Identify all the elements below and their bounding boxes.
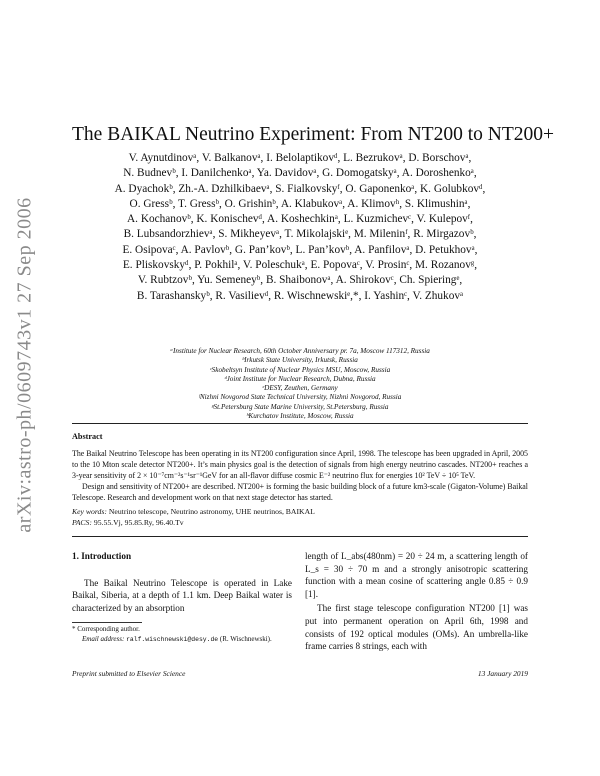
intro-paragraph: The first stage telescope configuration NT200 [1] was put into permanent operation on April 6th, 1998 and consists of 192 optical modules (OMs). An umbrella-like frame carries 8 strings, each with	[305, 603, 528, 652]
affiliation-line: ʰKurchatov Institute, Moscow, Russia	[246, 412, 354, 421]
email-address: ralf.wischnewski@desy.de	[126, 635, 219, 643]
author-line: O. Gressᵇ, T. Gressᵇ, O. Grishinᵇ, A. Klabukovᵃ, A. Klimovʰ, S. Klimushinᵃ,	[129, 197, 471, 210]
affiliation-line: ᵇIrkutsk State University, Irkutsk, Russia	[242, 356, 358, 365]
intro-paragraph: The Baikal Neutrino Telescope is operated in Lake Baikal, Siberia, at a depth of 1.1 km. Deep Baikal water is characterized by an absorption	[72, 577, 292, 613]
email-label: Email address:	[82, 634, 125, 643]
footnote	[72, 625, 292, 644]
affiliation-line: ᶠNizhni Novgorod State Technical University, Nizhni Novgorod, Russia	[198, 393, 402, 402]
affiliation-line: ᵍSt.Petersburg State Marine University, St.Petersburg, Russia	[211, 402, 389, 411]
abstract-body	[72, 448, 528, 503]
right-column	[305, 550, 528, 653]
abstract-heading: Abstract	[72, 432, 103, 441]
author-list	[72, 151, 528, 304]
abstract-paragraph: The Baikal Neutrino Telescope has been operating in its NT200 configuration since April, 1998. The telescope has been upgraded in April, 2005 to the 10 Mton scale detector NT200+. It’s main physics goal is the detection of signals from high energy neutrino cascades. NT200+ reaches a 3-year sensitivity of 2 × 10⁻⁷cm⁻²s⁻¹sr⁻¹GeV for an all-flavor diffuse cosmic E⁻² neutrino flux for energies 10² TeV ÷ 10⁵ TeV.	[72, 449, 528, 480]
section-heading: 1. Introduction	[72, 551, 132, 561]
pacs-text: 95.55.Vj, 95.85.Ry, 96.40.Tv	[91, 518, 184, 527]
affiliation-line: ᵃInstitute for Nuclear Research, 60th October Anniversary pr. 7a, Moscow 117312, Russia	[170, 347, 430, 355]
abstract-bottom-rule	[72, 536, 528, 537]
keywords-block	[72, 506, 528, 528]
abstract-top-rule	[72, 423, 528, 424]
author-line: E. Pliskovskyᵈ, P. Pokhilᵃ, V. Poleschukᵃ, E. Popovaᶜ, V. Prosinᶜ, M. Rozanovᵍ,	[122, 259, 478, 272]
pacs-label: PACS:	[72, 518, 92, 527]
left-column	[72, 550, 292, 614]
keywords-line	[72, 506, 528, 517]
author-line: A. Dyachokᵇ, Zh.-A. Dzhilkibaevᵃ, S. Fialkovskyᶠ, O. Gaponenkoᵃ, K. Golubkovᵈ,	[114, 182, 486, 195]
arxiv-stamp-text: arXiv:astro-ph/0609743v1 27 Sep 2006	[13, 197, 36, 533]
affiliation-list	[72, 347, 528, 421]
keywords-text: Neutrino telescope, Neutrino astronomy, UHE neutrinos, BAIKAL	[106, 507, 315, 516]
author-line: B. Lubsandorzhievᵃ, S. Mikheyevᵃ, T. Mikolajskiᵉ, M. Mileninᶠ, R. Mirgazovᵇ,	[123, 228, 477, 241]
author-line: A. Kochanovᵇ, K. Konischevᵈ, A. Koshechkinᵃ, L. Kuzmichevᶜ, V. Kulepovᶠ,	[127, 213, 473, 226]
author-line: V. Aynutdinovᵃ, V. Balkanovᵃ, I. Belolaptikovᵈ, L. Bezrukovᵃ, D. Borschovᵃ,	[128, 152, 472, 164]
author-line: N. Budnevᵇ, I. Danilchenkoᵃ, Ya. Davidovᵃ, G. Domogatskyᵃ, A. Doroshenkoᵃ,	[123, 167, 477, 180]
footnote-email	[72, 635, 292, 645]
email-owner: (R. Wischnewski).	[218, 634, 272, 643]
author-line: V. Rubtzovᵇ, Yu. Semeneyᵇ, B. Shaibonovᵃ, A. Shirokovᶜ, Ch. Spieringᵉ,	[137, 274, 463, 287]
intro-paragraph-continued: length of L_abs(480nm) = 20 ÷ 24 m, a scattering length of L_s = 30 ÷ 70 m and a strongly anisotropic scattering function with a mean cosine of scattering angle 0.85 ÷ 0.9 [1].	[305, 551, 528, 599]
arxiv-stamp	[8, 197, 42, 533]
footnote-corresponding: * Corresponding author.	[72, 625, 140, 633]
affiliation-line: ᵉDESY, Zeuthen, Germany	[262, 384, 338, 393]
keywords-label: Key words:	[72, 507, 107, 516]
author-line: E. Osipovaᶜ, A. Pavlovᵇ, G. Pan’kovᵇ, L. Pan’kovᵇ, A. Panfilovᵃ, D. Petukhovᵃ,	[122, 243, 478, 256]
date-footer: 13 January 2019	[477, 669, 528, 678]
affiliation-line: ᶜSkobeltsyn Institute of Nuclear Physics MSU, Moscow, Russia	[209, 365, 391, 374]
preprint-footer: Preprint submitted to Elsevier Science	[72, 669, 186, 678]
footnote-rule	[72, 622, 142, 623]
author-line: B. Tarashanskyᵇ, R. Vasilievᵈ, R. Wischnewskiᵉ,*, I. Yashinᶜ, V. Zhukovᵃ	[136, 289, 464, 302]
pacs-line	[72, 517, 528, 528]
abstract-paragraph: Design and sensitivity of NT200+ are described. NT200+ is forming the basic building block of a future km3-scale (Gigaton-Volume) Baikal Telescope. Research and development work on that next stage detector has started.	[72, 482, 528, 502]
paper-title: The BAIKAL Neutrino Experiment: From NT200 to NT200+	[72, 124, 554, 145]
affiliation-line: ᵈJoint Institute for Nuclear Research, Dubna, Russia	[224, 374, 376, 383]
